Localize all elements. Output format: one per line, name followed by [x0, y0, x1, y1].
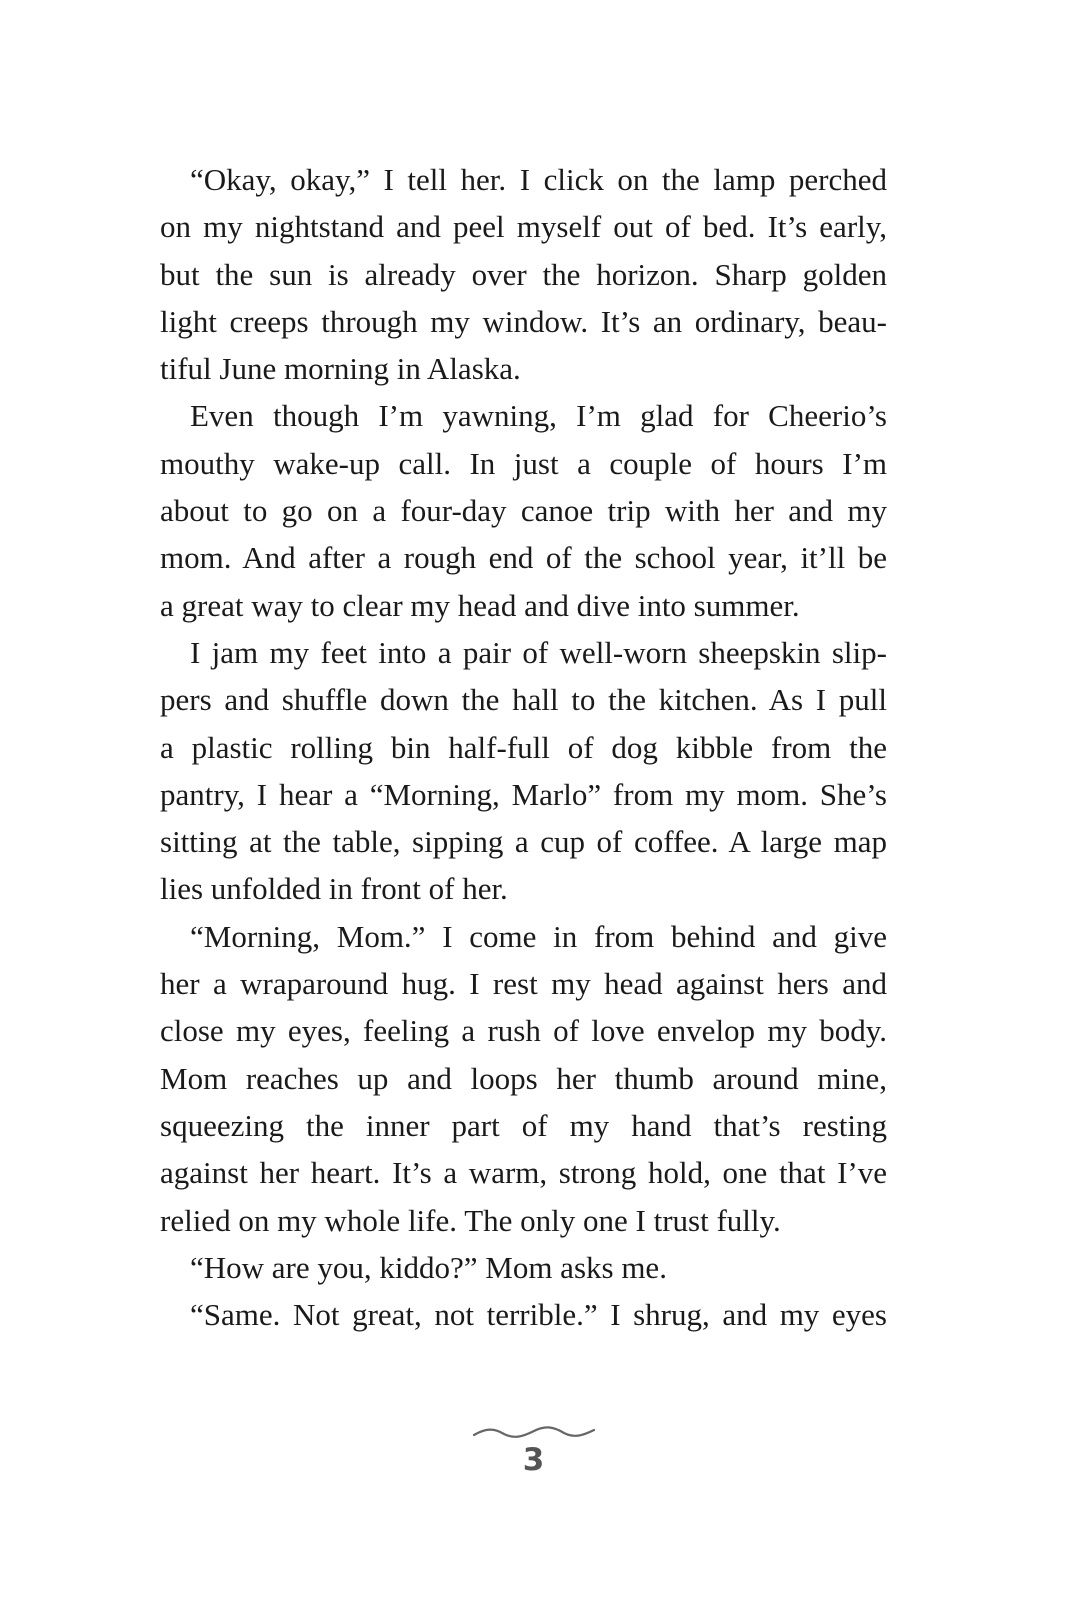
text-line: I jam my feet into a pair of well-worn sheepskin slip-: [190, 634, 887, 670]
text-line: relied on my whole life. The only one I trust fully.: [160, 1202, 781, 1238]
wave-ornament-icon: [472, 1425, 596, 1439]
text-line: close my eyes, feeling a rush of love envelop my body.: [160, 1013, 887, 1049]
text-line: a great way to clear my head and dive into summer.: [160, 587, 800, 623]
text-line: pantry, I hear a “Morning, Marlo” from my mom. She’s: [160, 776, 887, 812]
text-line: tiful June morning in Alaska.: [160, 351, 521, 387]
text-line: “Okay, okay,” I tell her. I click on the lamp perched: [190, 162, 887, 197]
text-line: “How are you, kiddo?” Mom asks me.: [190, 1249, 667, 1285]
text-line: but the sun is already over the horizon. Sharp golden: [160, 256, 887, 292]
text-line: mom. And after a rough end of the school year, it’ll be: [160, 540, 887, 576]
text-line: “Morning, Mom.” I come in from behind and give: [190, 918, 887, 954]
text-line: Even though I’m yawning, I’m glad for Cheerio’s: [190, 398, 887, 434]
text-line: squeezing the inner part of my hand that’s resting: [160, 1107, 887, 1143]
text-line: sitting at the table, sipping a cup of coffee. A large map: [160, 824, 887, 860]
text-line: on my nightstand and peel myself out of bed. It’s early,: [160, 209, 887, 245]
text-line: pers and shuffle down the hall to the kitchen. As I pull: [160, 682, 887, 718]
text-line: about to go on a four-day canoe trip with her and my: [160, 493, 887, 529]
text-line: mouthy wake-up call. In just a couple of hours I’m: [160, 445, 887, 481]
page-number: 3: [522, 1442, 545, 1478]
text-line: a plastic rolling bin half-full of dog kibble from the: [160, 729, 887, 765]
text-line: light creeps through my window. It’s an ordinary, beau-: [160, 303, 887, 339]
text-line: her a wraparound hug. I rest my head against hers and: [160, 966, 887, 1002]
text-line: lies unfolded in front of her.: [160, 871, 508, 907]
text-line: “Same. Not great, not terrible.” I shrug, and my eyes: [190, 1297, 887, 1333]
text-line: Mom reaches up and loops her thumb around mine,: [160, 1060, 887, 1096]
text-line: against her heart. It’s a warm, strong hold, one that I’ve: [160, 1155, 887, 1191]
page-footer: [0, 1425, 1067, 1477]
body-text: [160, 156, 887, 1338]
